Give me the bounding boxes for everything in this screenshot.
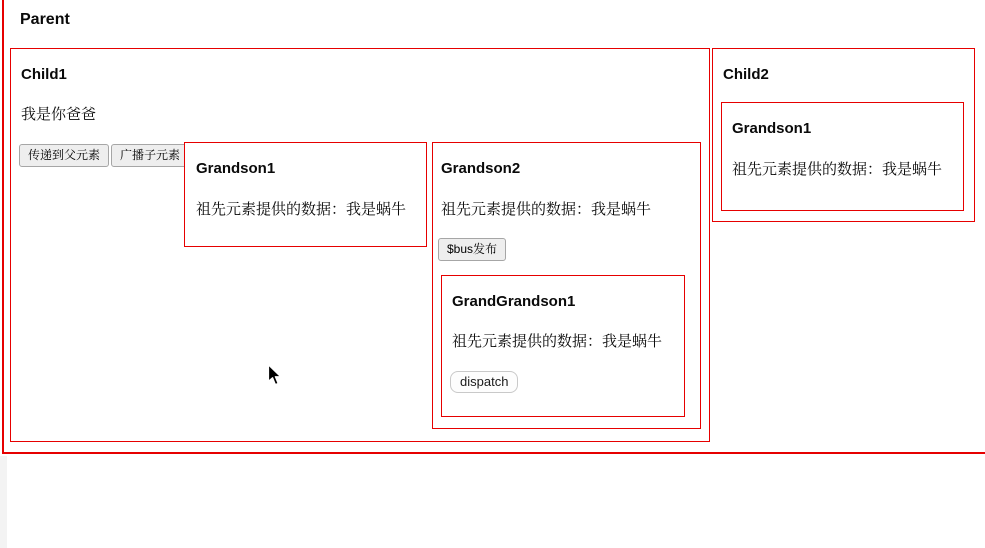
child1-title: Child1 (21, 66, 67, 83)
grandson1-provided-text: 祖先元素提供的数据：我是蜗牛 (196, 201, 407, 218)
child1-message: 我是你爸爸 (21, 106, 97, 123)
grandgrandson1-provided-text: 祖先元素提供的数据：我是蜗牛 (452, 333, 663, 350)
child2-grandson1-title: Grandson1 (732, 120, 812, 137)
bus-publish-button[interactable]: $bus发布 (438, 238, 506, 261)
grandson1-title: Grandson1 (196, 160, 276, 177)
child1-button-row (19, 144, 189, 167)
child2-grandson1-provided-text: 祖先元素提供的数据：我是蜗牛 (732, 161, 943, 178)
pass-to-parent-button[interactable]: 传递到父元素 (19, 144, 109, 167)
dispatch-button[interactable]: dispatch (450, 371, 518, 393)
parent-title: Parent (20, 11, 70, 28)
grandson2-title: Grandson2 (441, 160, 521, 177)
grandgrandson1-component (441, 275, 685, 417)
child2-grandson1-component (721, 102, 964, 211)
grandgrandson1-title: GrandGrandson1 (452, 293, 576, 310)
page-edge-strip (0, 456, 7, 548)
child1-component (10, 48, 710, 442)
parent-component (2, 0, 985, 454)
broadcast-children-button[interactable]: 广播子元素 (111, 144, 189, 167)
grandson1-component (184, 142, 427, 247)
child2-component (712, 48, 975, 222)
grandson2-provided-text: 祖先元素提供的数据：我是蜗牛 (441, 201, 652, 218)
child2-title: Child2 (723, 66, 769, 83)
grandson2-component (432, 142, 701, 429)
